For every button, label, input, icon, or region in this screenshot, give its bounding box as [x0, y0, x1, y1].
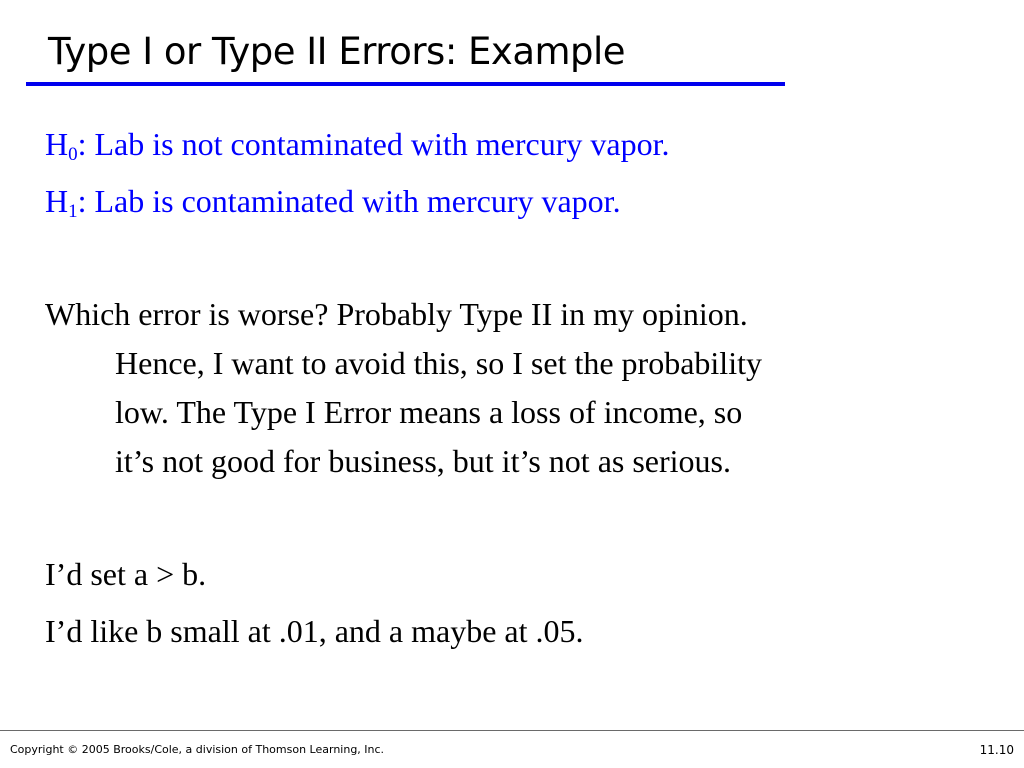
paragraph-line: Hence, I want to avoid this, so I set the probability [115, 345, 762, 381]
null-hypothesis-subscript: 0 [68, 144, 78, 165]
paragraph-line: Which error is worse? Probably Type II in my opinion. [45, 296, 748, 332]
paragraph-line: it’s not good for business, but it’s not as serious. [115, 443, 731, 479]
alternative-hypothesis-subscript: 1 [68, 201, 78, 222]
footer-page-number: 11.10 [979, 743, 1014, 757]
statement-alpha-beta: I’d set a > b. [45, 556, 207, 592]
null-hypothesis [45, 120, 669, 169]
paragraph-line: low. The Type I Error means a loss of income, so [115, 394, 743, 430]
statement-significance-levels: I’d like b small at .01, and a maybe at .05. [45, 613, 584, 649]
alternative-hypothesis-text: : Lab is contaminated with mercury vapor. [77, 183, 621, 219]
footer-divider [0, 730, 1024, 731]
null-hypothesis-text: : Lab is not contaminated with mercury vapor. [77, 126, 670, 162]
footer-copyright: Copyright © 2005 Brooks/Cole, a division of Thomson Learning, Inc. [10, 743, 385, 756]
error-discussion-paragraph [45, 290, 1005, 486]
null-hypothesis-symbol: H [45, 126, 69, 162]
alternative-hypothesis [45, 177, 621, 226]
title-underline [26, 82, 785, 86]
slide-title: Type I or Type II Errors: Example [48, 30, 626, 73]
alternative-hypothesis-symbol: H [45, 183, 69, 219]
